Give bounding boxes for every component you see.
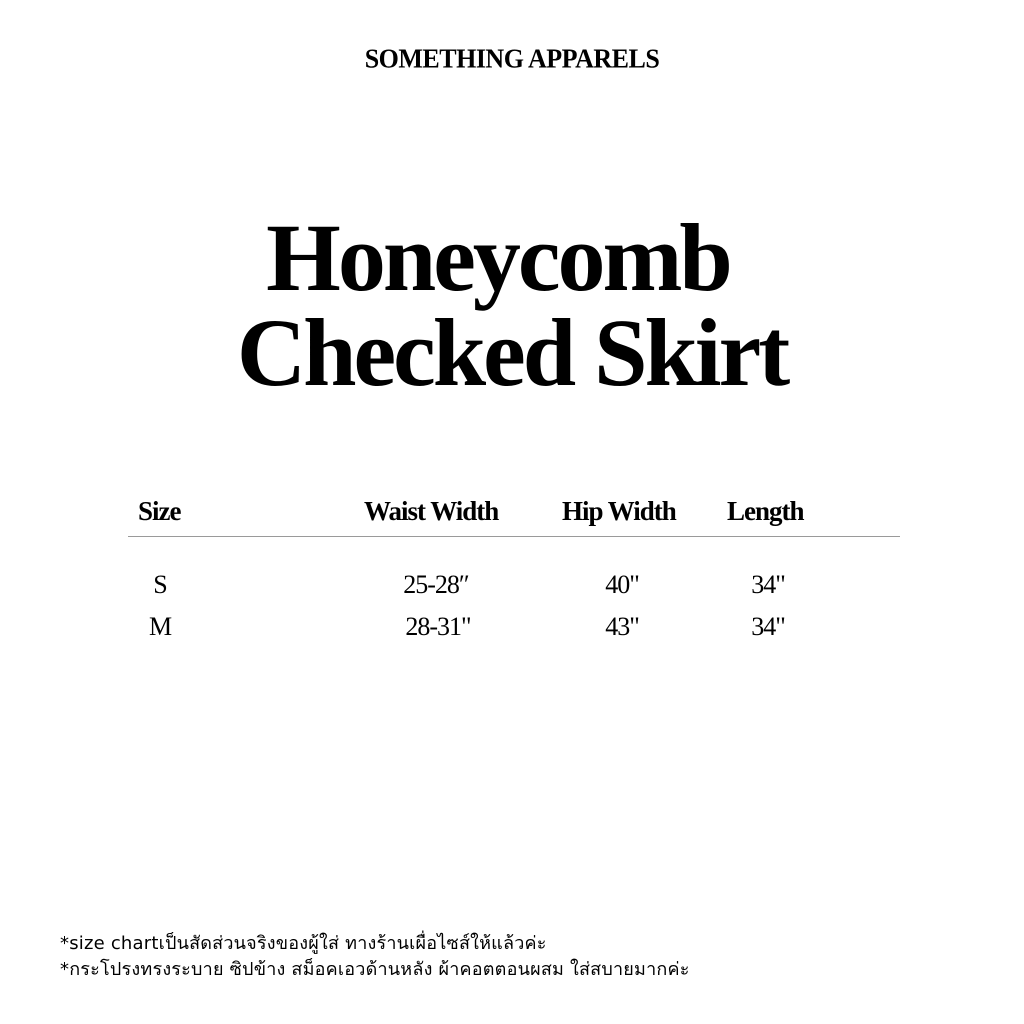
cell-hip: 40": [605, 570, 639, 599]
cell-size: M: [148, 612, 172, 641]
product-title-line-2: Checked Skirt: [236, 299, 788, 406]
header-size: Size: [138, 496, 181, 526]
brand-name: SOMETHING APPARELS: [364, 43, 660, 74]
product-title-line-1: Honeycomb: [266, 204, 730, 311]
cell-hip: 43": [605, 612, 639, 641]
header-length: Length: [727, 496, 804, 526]
cell-length: 34": [751, 570, 785, 599]
cell-waist: 25-28″: [403, 570, 469, 599]
cell-size: S: [153, 570, 167, 599]
note-skirt-description: *กระโปรงทรงระบาย ซิปข้าง สม็อคเอวด้านหลัง ผ้าคอตตอนผสม ใส่สบายมากค่ะ: [60, 959, 690, 980]
note-size-chart: *size chartเป็นสัดส่วนจริงของผู้ใส่ ทางร้านเผื่อไซส์ให้แล้วค่ะ: [60, 933, 547, 954]
header-divider: [128, 536, 900, 537]
header-waist-width: Waist Width: [364, 496, 499, 526]
cell-length: 34": [751, 612, 785, 641]
cell-waist: 28-31": [405, 612, 471, 641]
header-hip-width: Hip Width: [562, 496, 676, 526]
